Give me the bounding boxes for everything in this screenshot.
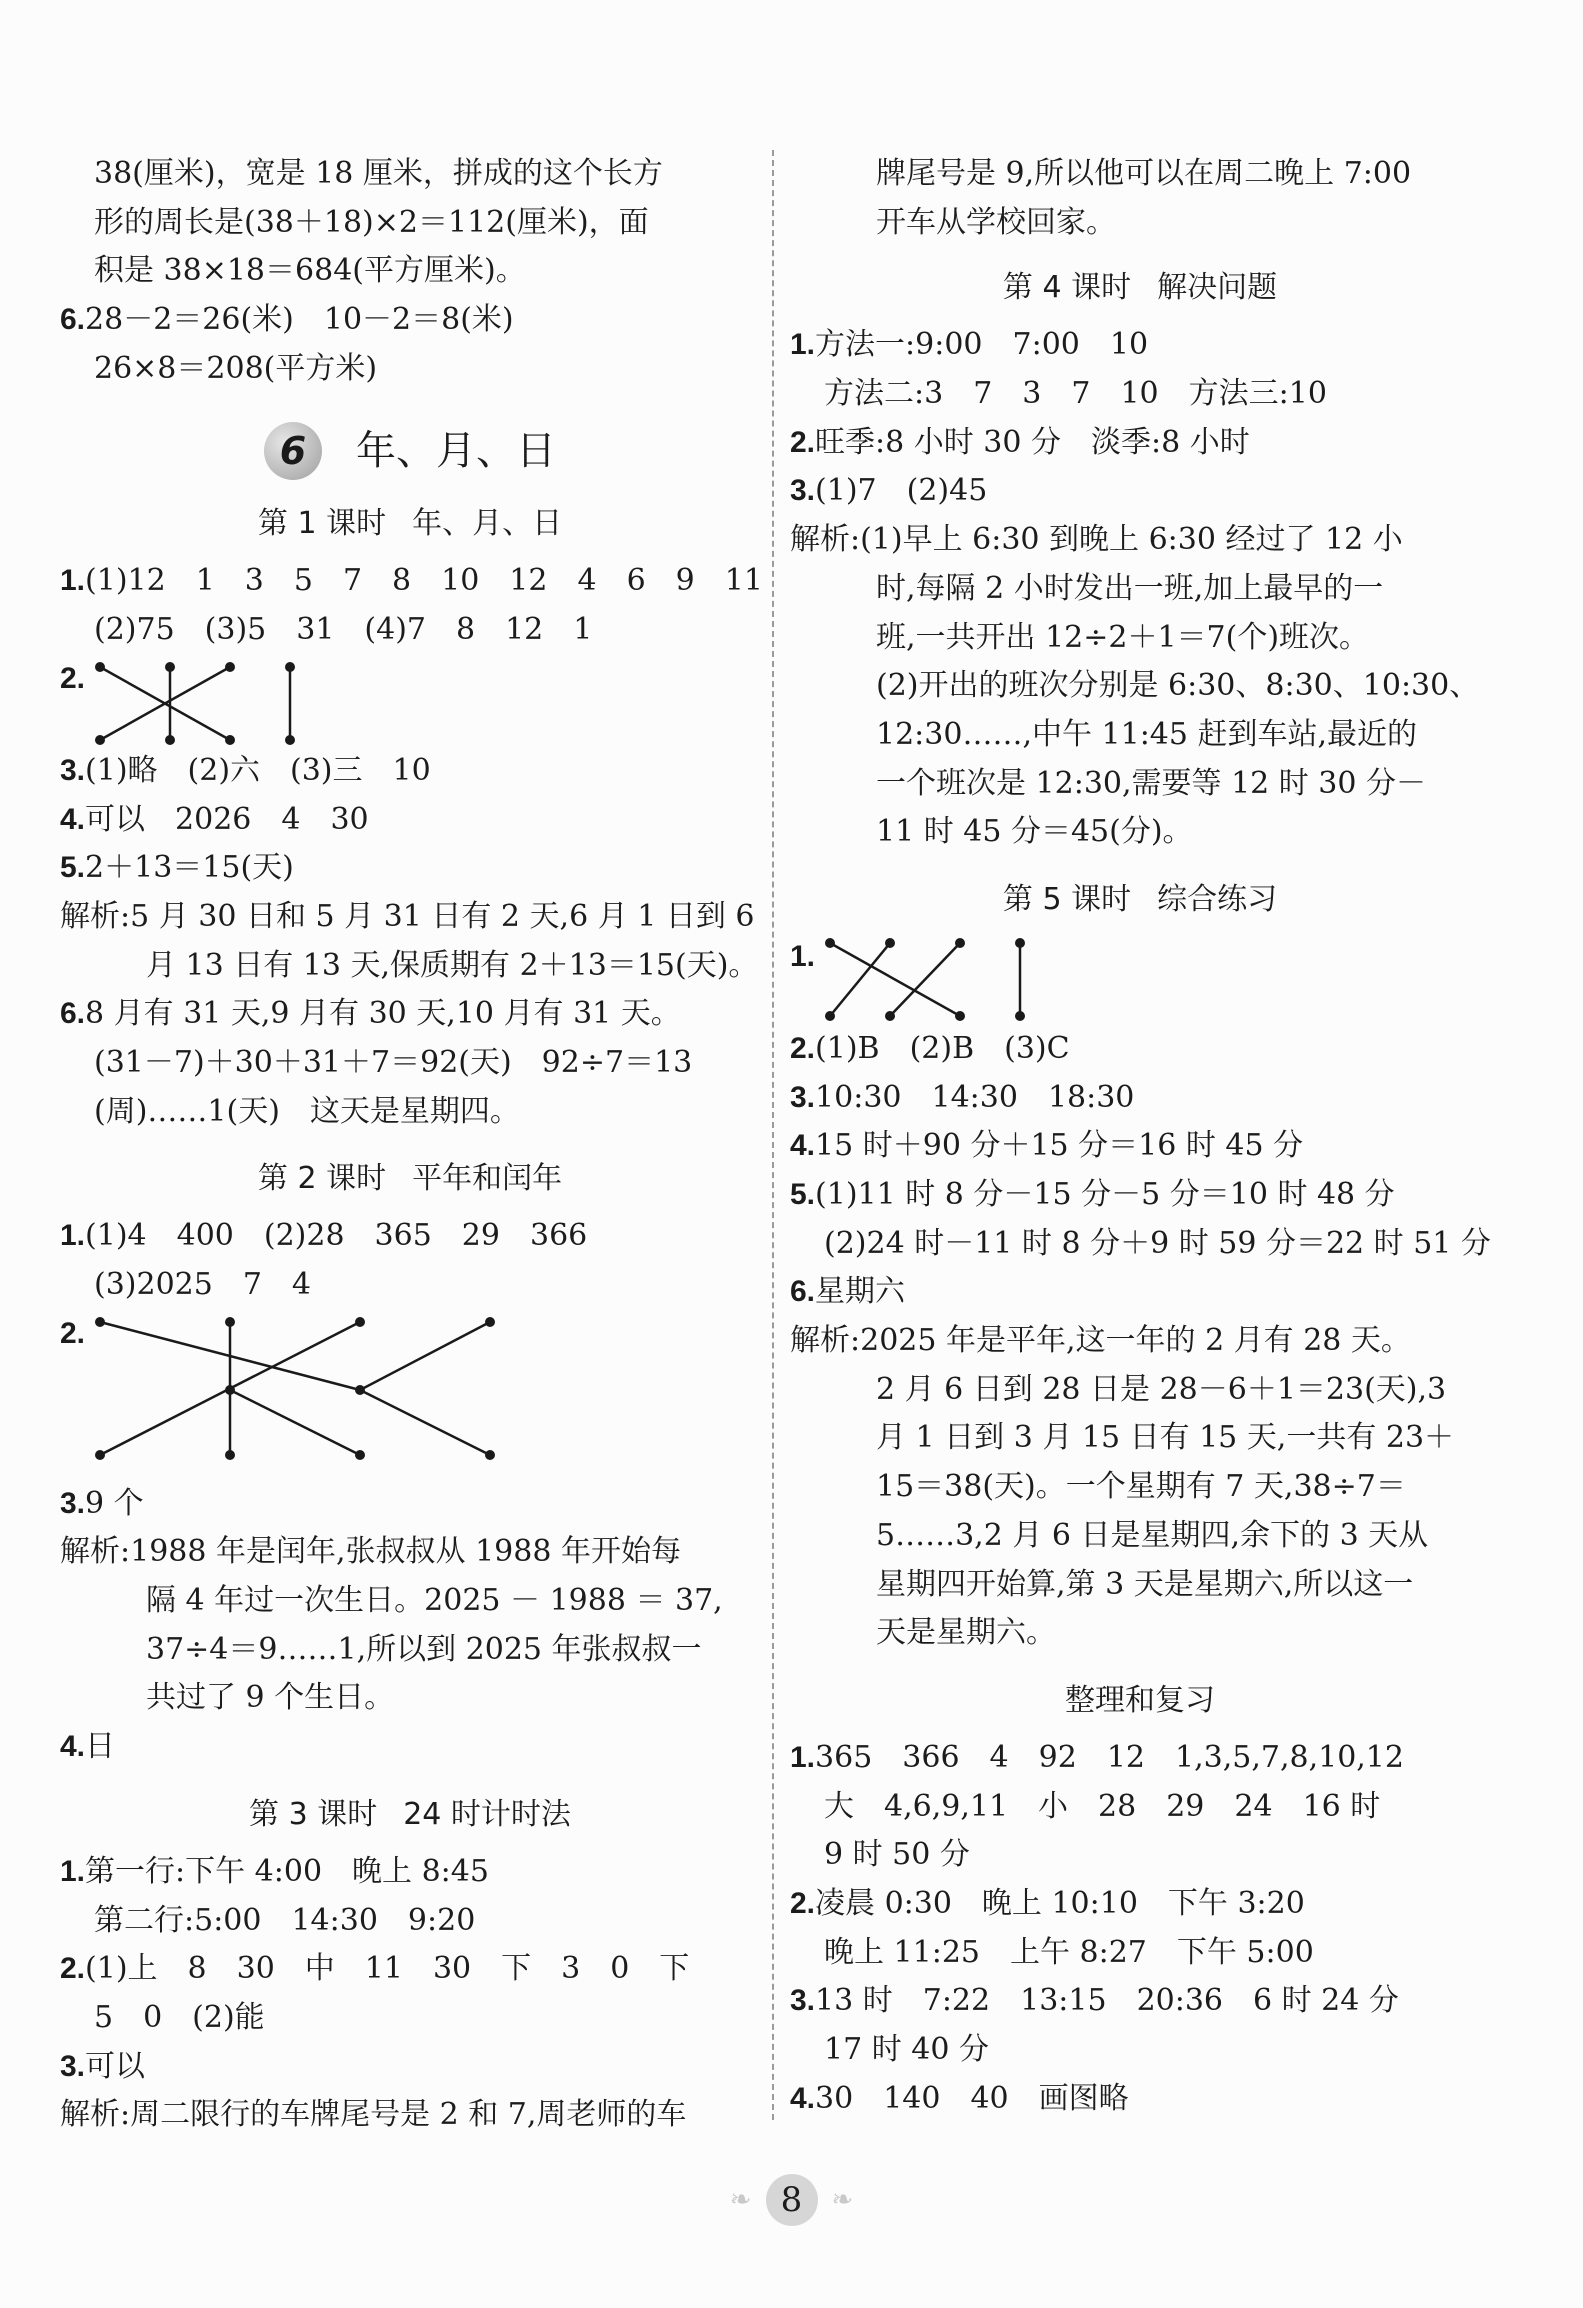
text-line: 38(厘米)，宽是 18 厘米，拼成的这个长方 — [94, 156, 663, 191]
question-number: 4. — [60, 802, 86, 836]
analysis-text: 星期四开始算,第 3 天是星期六,所以这一 — [876, 1566, 1414, 1602]
question-1 — [60, 1848, 760, 1897]
text-line: 晚上 11:25 上午 8:27 下午 5:00 — [824, 1934, 1314, 1970]
answer-text: 方法一:9:00 7:00 10 — [815, 327, 1149, 363]
lesson-number: 第 2 课时 — [257, 1161, 387, 1197]
lesson-4-title — [790, 255, 1490, 321]
question-number: 1. — [790, 1740, 816, 1774]
answer-text: (1)11 时 8 分－15 分－5 分＝10 时 48 分 — [815, 1177, 1395, 1212]
question-6 — [790, 1268, 1490, 1317]
match-dot — [1015, 1011, 1025, 1021]
analysis-text: 时,每隔 2 小时发出一班,加上最早的一 — [876, 570, 1384, 606]
lesson-2-title — [60, 1146, 760, 1212]
text-line: (2)75 (3)5 31 (4)7 8 12 1 — [94, 612, 593, 648]
lesson-5-title — [790, 867, 1490, 933]
question-number: 1. — [60, 1854, 86, 1888]
question-3 — [60, 747, 760, 796]
analysis-text: 解析:1988 年是闰年,张叔叔从 1988 年开始每 — [60, 1534, 681, 1570]
page-footer — [0, 2170, 1583, 2230]
match-dot — [355, 1450, 365, 1460]
question-2 — [60, 1310, 760, 1480]
text-line: 大 4,6,9,11 小 28 29 24 16 时 — [824, 1788, 1381, 1824]
answer-text: 可以 — [85, 2048, 146, 2084]
lesson-number: 第 3 课时 — [249, 1796, 378, 1832]
question-number: 1. — [790, 328, 816, 362]
question-number: 4. — [790, 1129, 816, 1163]
review-title: 整理和复习 — [1065, 1682, 1215, 1718]
question-4 — [60, 1723, 760, 1772]
question-number: 2. — [60, 1952, 86, 1986]
match-dot — [225, 1450, 235, 1460]
analysis-text: 解析:2025 年是平年,这一年的 2 月有 28 天。 — [790, 1323, 1411, 1359]
matching-diagram-1 — [60, 655, 320, 747]
match-dot — [825, 938, 835, 948]
matching-diagram-3 — [790, 933, 1050, 1025]
unit-heading — [60, 411, 760, 491]
text-line: 积是 38×18＝684(平方厘米)。 — [94, 253, 526, 289]
question-4 — [790, 1122, 1490, 1171]
question-number: 3. — [60, 1486, 86, 1520]
question-3 — [790, 1977, 1490, 2026]
lesson-number: 第 5 课时 — [1002, 881, 1132, 917]
text-line: 5 0 (2)能 — [94, 1999, 265, 2035]
answer-text: (1)7 (2)45 — [815, 473, 988, 509]
left-column — [60, 150, 763, 2140]
question-number: 5. — [60, 851, 86, 885]
question-number: 2. — [60, 661, 86, 695]
match-dot — [95, 662, 105, 672]
analysis-text: 37÷4＝9……1,所以到 2025 年张叔叔一 — [146, 1631, 702, 1667]
question-number: 6. — [60, 303, 86, 337]
text-line: 形的周长是(38＋18)×2＝112(厘米)，面 — [94, 204, 649, 240]
match-dot — [955, 1011, 965, 1021]
lesson-1-title — [60, 491, 760, 557]
question-1 — [60, 1212, 760, 1261]
leaf-ornament-icon: ❧ — [831, 2185, 854, 2215]
question-1 — [790, 321, 1490, 370]
text-line: 9 时 50 分 — [824, 1837, 970, 1873]
question-2 — [790, 419, 1490, 468]
answer-text: 星期六 — [815, 1274, 906, 1310]
analysis-text: 5……3,2 月 6 日是星期四,余下的 3 天从 — [876, 1517, 1429, 1553]
answer-text: (1)12 1 3 5 7 8 10 12 4 6 9 11 — [85, 563, 763, 599]
match-dot — [225, 735, 235, 745]
answer-text: (1)略 (2)六 (3)三 10 — [85, 752, 431, 788]
match-dot — [95, 1317, 105, 1327]
match-dot — [225, 1385, 235, 1395]
question-number: 4. — [790, 2081, 816, 2115]
page-number: 8 — [766, 2174, 818, 2226]
match-dot — [885, 1011, 895, 1021]
question-number: 1. — [790, 939, 816, 973]
question-3 — [60, 2043, 760, 2092]
match-dot — [485, 1317, 495, 1327]
lesson-name: 综合练习 — [1157, 881, 1278, 917]
match-dot — [825, 1011, 835, 1021]
analysis-text: 班,一共开出 12÷2＋1＝7(个)班次。 — [876, 619, 1370, 655]
match-line — [360, 1322, 490, 1390]
answer-text: 28－2＝26(米) 10－2＝8(米) — [85, 302, 514, 338]
analysis-text: 解析:(1)早上 6:30 到晚上 6:30 经过了 12 小 — [790, 522, 1403, 558]
right-column — [790, 150, 1490, 2123]
answer-text: (1)4 400 (2)28 365 29 366 — [85, 1218, 588, 1254]
question-number: 4. — [60, 1730, 86, 1764]
question-1 — [60, 557, 763, 606]
answer-text: 可以 2026 4 30 — [85, 801, 369, 837]
answer-text: 30 140 40 画图略 — [815, 2080, 1129, 2116]
question-number: 3. — [790, 474, 816, 508]
text-line: 第二行:5:00 14:30 9:20 — [94, 1902, 476, 1938]
match-dot — [955, 938, 965, 948]
match-line — [890, 943, 960, 1016]
lesson-name: 解决问题 — [1157, 270, 1278, 306]
question-number: 1. — [60, 564, 86, 598]
match-line — [830, 943, 890, 1016]
answer-text: 2＋13＝15(天) — [85, 850, 294, 886]
matching-diagram-2 — [60, 1310, 520, 1480]
answer-text: 凌晨 0:30 晚上 10:10 下午 3:20 — [815, 1885, 1305, 1921]
question-2 — [790, 1880, 1490, 1929]
lesson-name: 24 时计时法 — [403, 1796, 571, 1832]
answer-text: 9 个 — [85, 1485, 144, 1521]
analysis-text: 牌尾号是 9,所以他可以在周二晚上 7:00 — [876, 156, 1412, 191]
answer-text: (1)B (2)B (3)C — [815, 1030, 1070, 1066]
question-6 — [60, 990, 760, 1039]
text-line: 26×8＝208(平方米) — [94, 350, 378, 386]
analysis-text: 解析:周二限行的车牌尾号是 2 和 7,周老师的车 — [60, 2097, 687, 2133]
analysis-text: 解析:5 月 30 日和 5 月 31 日有 2 天,6 月 1 日到 6 — [60, 898, 755, 934]
question-5 — [790, 1171, 1490, 1220]
lesson-3-title — [60, 1782, 760, 1848]
analysis-text: 15＝38(天)。一个星期有 7 天,38÷7＝ — [876, 1469, 1406, 1505]
match-dot — [165, 735, 175, 745]
answer-text: 旺季:8 小时 30 分 淡季:8 小时 — [815, 424, 1250, 460]
answer-text: 13 时 7:22 13:15 20:36 6 时 24 分 — [815, 1983, 1399, 2019]
unit-number-badge: 6 — [264, 422, 322, 480]
question-2 — [60, 655, 760, 747]
match-dot — [225, 1317, 235, 1327]
question-4 — [60, 796, 760, 845]
question-number: 2. — [790, 1031, 816, 1065]
text-line: (3)2025 7 4 — [94, 1267, 312, 1302]
analysis-text: (2)开出的班次分别是 6:30、8:30、10:30、 — [876, 668, 1480, 704]
text-line: 17 时 40 分 — [824, 2032, 989, 2067]
text-line: (周)……1(天) 这天是星期四。 — [94, 1093, 520, 1129]
question-3 — [790, 467, 1490, 516]
question-3 — [60, 1480, 760, 1529]
question-1 — [790, 933, 1490, 1025]
match-line — [830, 943, 960, 1016]
question-3 — [790, 1074, 1490, 1123]
question-number: 2. — [790, 425, 816, 459]
question-number: 2. — [790, 1886, 816, 1920]
question-number: 6. — [790, 1275, 816, 1309]
column-divider — [772, 150, 774, 2120]
analysis-text: 11 时 45 分＝45(分)。 — [876, 814, 1193, 850]
analysis-text: 2 月 6 日到 28 日是 28－6＋1＝23(天),3 — [876, 1371, 1447, 1407]
question-number: 3. — [60, 2049, 86, 2083]
match-dot — [885, 938, 895, 948]
match-dot — [285, 662, 295, 672]
question-number: 3. — [790, 1984, 816, 2018]
analysis-text: 月 1 日到 3 月 15 日有 15 天,一共有 23＋ — [876, 1420, 1455, 1456]
match-dot — [95, 1450, 105, 1460]
question-2 — [790, 1025, 1490, 1074]
answer-text: 第一行:下午 4:00 晚上 8:45 — [85, 1853, 489, 1889]
answer-text: 日 — [85, 1729, 116, 1765]
answer-text: 10:30 14:30 18:30 — [815, 1079, 1135, 1115]
match-line — [230, 1390, 360, 1455]
question-5 — [60, 844, 760, 893]
question-number: 3. — [790, 1080, 816, 1114]
lesson-number: 第 4 课时 — [1002, 270, 1132, 306]
leaf-ornament-icon: ❧ — [729, 2185, 752, 2215]
match-dot — [485, 1450, 495, 1460]
match-dot — [355, 1317, 365, 1327]
question-6 — [60, 296, 760, 345]
text-line: (31－7)＋30＋31＋7＝92(天) 92÷7＝13 — [94, 1044, 693, 1080]
answer-text: 8 月有 31 天,9 月有 30 天,10 月有 31 天。 — [85, 996, 681, 1032]
lesson-number: 第 1 课时 — [257, 506, 387, 542]
analysis-text: 隔 4 年过一次生日。2025 － 1988 ＝ 37, — [146, 1583, 723, 1619]
match-line — [360, 1390, 490, 1455]
question-2 — [60, 1945, 760, 1994]
lesson-name: 平年和闰年 — [412, 1161, 563, 1197]
text-line: 方法二:3 7 3 7 10 方法三:10 — [824, 376, 1327, 412]
match-dot — [1015, 938, 1025, 948]
analysis-text: 共过了 9 个生日。 — [146, 1680, 395, 1716]
analysis-text: 月 13 日有 13 天,保质期有 2＋13＝15(天)。 — [146, 947, 759, 983]
analysis-text: 一个班次是 12:30,需要等 12 时 30 分－ — [876, 765, 1427, 801]
analysis-text: 12:30……,中午 11:45 赶到车站,最近的 — [876, 716, 1418, 752]
answer-text: 15 时＋90 分＋15 分＝16 时 45 分 — [815, 1128, 1304, 1164]
question-number: 1. — [60, 1219, 86, 1253]
question-number: 5. — [790, 1178, 816, 1211]
match-dot — [95, 735, 105, 745]
analysis-text: 开车从学校回家。 — [876, 204, 1116, 240]
question-4 — [790, 2075, 1490, 2124]
answer-text: (1)上 8 30 中 11 30 下 3 0 下 — [85, 1951, 690, 1987]
match-dot — [165, 662, 175, 672]
analysis-text: 天是星期六。 — [876, 1615, 1056, 1651]
unit-title: 年、月、日 — [356, 428, 556, 475]
question-1 — [790, 1734, 1490, 1783]
match-dot — [355, 1385, 365, 1395]
question-number: 6. — [60, 997, 86, 1031]
match-dot — [285, 735, 295, 745]
question-number: 3. — [60, 753, 86, 787]
question-number: 2. — [60, 1316, 86, 1350]
text-line: (2)24 时－11 时 8 分＋9 时 59 分＝22 时 51 分 — [824, 1225, 1491, 1261]
lesson-name: 年、月、日 — [412, 506, 563, 542]
match-dot — [225, 662, 235, 672]
answer-text: 365 366 4 92 12 1,3,5,7,8,10,12 — [815, 1739, 1404, 1775]
